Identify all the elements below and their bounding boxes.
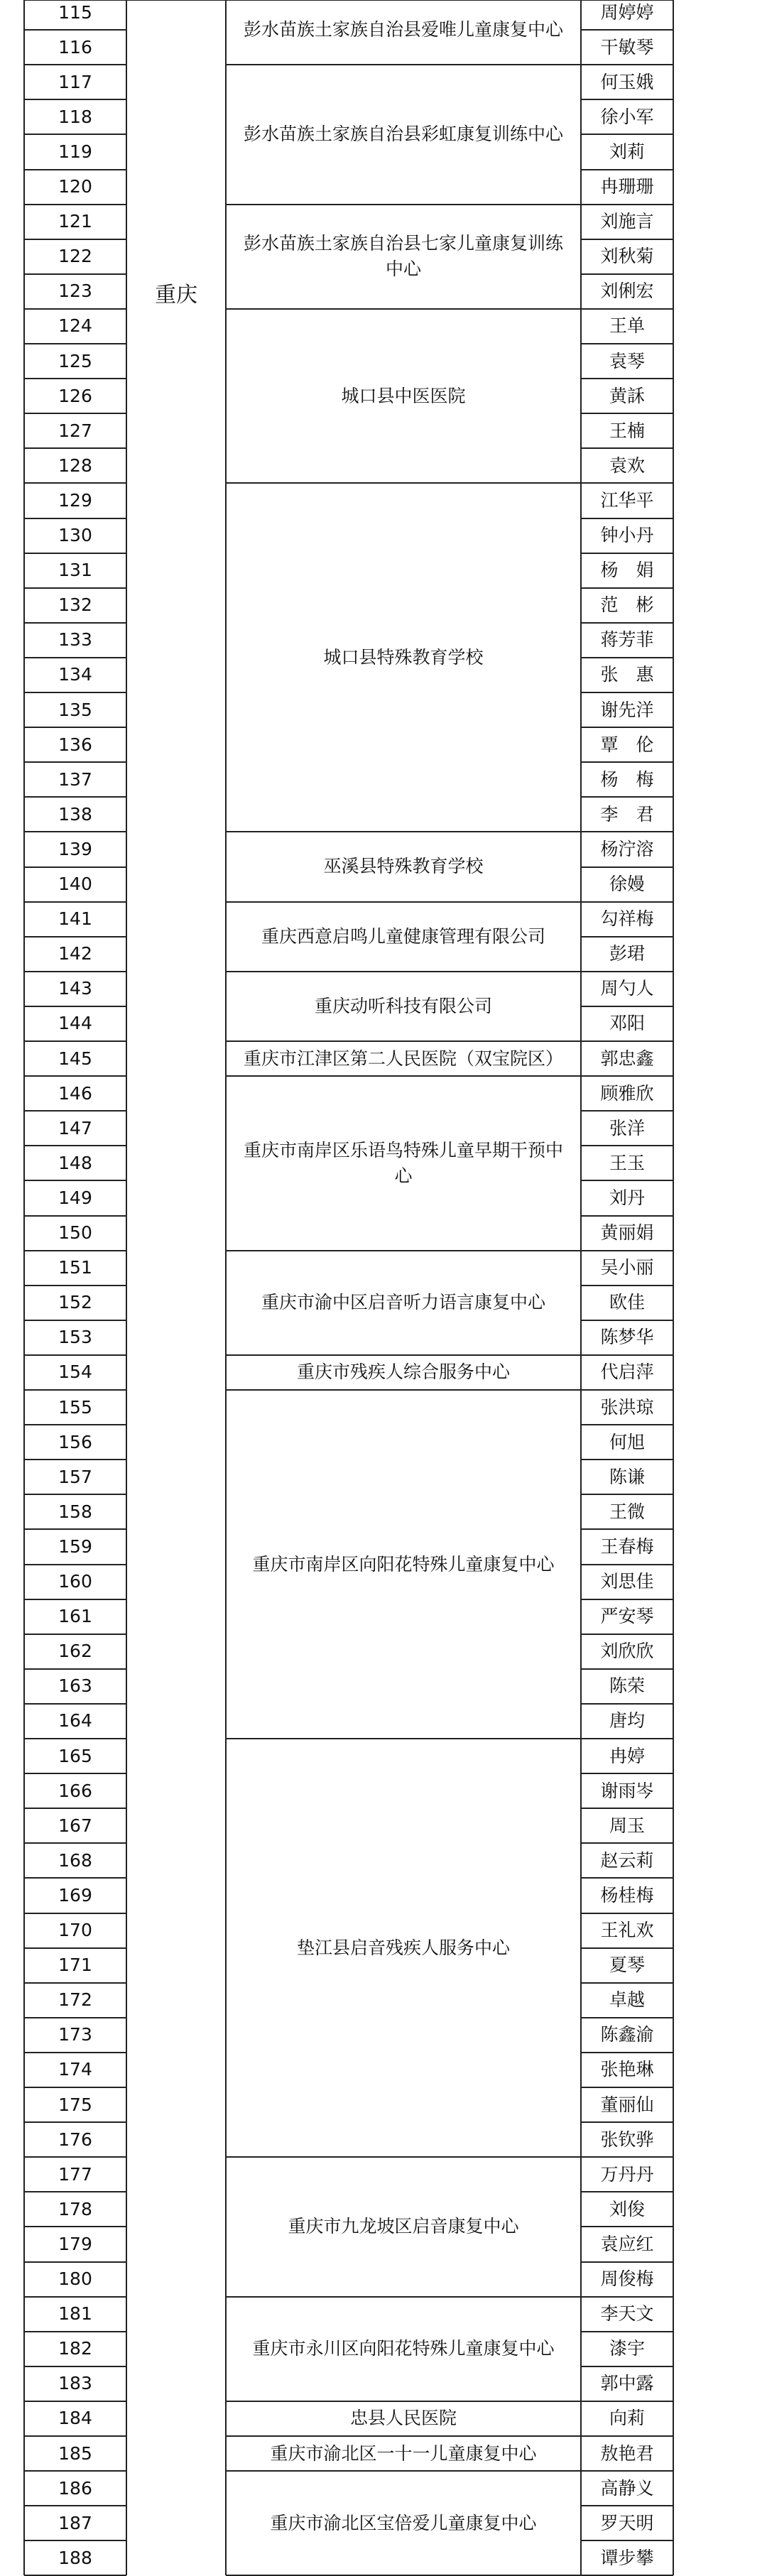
row-number: 167 [58,1815,92,1836]
person-name: 王春梅 [600,1536,654,1557]
person-name: 杨泞溶 [600,838,654,859]
row-number: 138 [58,803,92,825]
person-name: 王单 [609,315,645,337]
organization-name: 重庆市南岸区乐语鸟特殊儿童早期干预中心 [243,1139,563,1186]
person-name: 陈谦 [609,1466,645,1487]
person-name: 黄訸 [609,385,645,406]
person-name: 刘思佳 [600,1571,654,1592]
person-name: 勾祥梅 [600,908,654,930]
person-name: 欧佳 [609,1292,645,1313]
person-name: 张洪琼 [600,1396,654,1418]
person-name: 王玉 [609,1152,645,1173]
row-number: 137 [58,768,92,790]
row-number: 142 [58,943,92,964]
organization-name: 城口县特殊教育学校 [323,646,484,668]
person-name: 万丹丹 [600,2163,654,2185]
person-name: 邓阳 [609,1013,645,1034]
row-number: 133 [58,629,92,651]
row-number: 182 [58,2338,92,2359]
person-name: 钟小丹 [600,525,654,546]
row-number: 180 [58,2268,92,2290]
organization-name: 垫江县启音残疾人服务中心 [296,1937,510,1958]
person-name: 杨桂梅 [600,1884,654,1906]
organization-name: 城口县中医医院 [341,385,466,406]
row-number: 116 [58,36,92,58]
person-name: 袁琴 [609,350,645,371]
person-name: 张洋 [609,1117,645,1138]
row-number: 136 [58,734,92,755]
person-name: 漆宇 [609,2338,645,2359]
row-number: 157 [58,1466,92,1487]
person-name: 陈荣 [609,1675,645,1697]
person-name: 袁欢 [609,455,645,476]
row-number: 149 [58,1187,92,1208]
row-number: 139 [58,838,92,859]
person-name: 刘秋菊 [600,246,654,267]
row-number: 125 [58,350,92,371]
person-name: 江华平 [600,489,654,511]
person-name: 蒋芳菲 [600,629,654,651]
person-name: 高静义 [600,2477,654,2499]
row-number: 169 [58,1884,92,1906]
row-number: 159 [58,1536,92,1557]
row-number: 129 [58,489,92,511]
row-number: 119 [58,141,92,162]
row-number: 178 [58,2198,92,2219]
organization-name: 重庆市南岸区向阳花特殊儿童康复中心 [252,1553,555,1575]
organization-name: 重庆市永川区向阳花特殊儿童康复中心 [252,2338,555,2359]
person-name: 张 惠 [600,664,654,685]
person-name: 周玉 [609,1815,645,1836]
row-number: 185 [58,2442,92,2464]
person-name: 顾雅欣 [600,1082,654,1104]
person-name: 李天文 [600,2303,654,2325]
organization-name: 重庆市渝北区宝倍爱儿童康复中心 [270,2512,537,2533]
row-number: 135 [58,699,92,720]
row-number: 148 [58,1152,92,1173]
person-name: 吴小丽 [600,1257,654,1278]
person-name: 袁应红 [600,2233,654,2254]
row-number: 146 [58,1082,92,1104]
organization-name: 重庆市九龙坡区启音康复中心 [288,2216,519,2237]
person-name: 罗天明 [600,2512,654,2533]
row-number: 183 [58,2373,92,2394]
row-number: 153 [58,1327,92,1348]
person-name: 陈鑫渝 [600,2024,654,2045]
person-name: 谢先洋 [600,699,654,720]
row-number: 179 [58,2233,92,2254]
row-number: 130 [58,525,92,546]
row-number: 158 [58,1501,92,1522]
row-number: 176 [58,2129,92,2150]
person-name: 谭步攀 [600,2547,654,2568]
row-number: 132 [58,594,92,616]
row-number: 175 [58,2094,92,2115]
row-number: 163 [58,1675,92,1697]
person-name: 何玉娥 [600,71,654,92]
row-number: 170 [58,1920,92,1941]
person-name: 刘欣欣 [600,1641,654,1662]
person-name: 郭中露 [600,2373,654,2394]
row-number: 122 [58,246,92,267]
person-name: 刘施言 [600,211,654,232]
person-name: 周俊梅 [600,2268,654,2290]
row-number: 121 [58,211,92,232]
person-name: 黄丽娟 [600,1222,654,1244]
row-number: 147 [58,1117,92,1138]
row-number: 131 [58,560,92,581]
person-name: 谢雨岑 [600,1780,654,1801]
row-number: 164 [58,1710,92,1732]
person-name: 董丽仙 [600,2094,654,2115]
person-name: 王礼欢 [600,1920,654,1941]
row-number: 187 [58,2512,92,2533]
organization-name: 彭水苗族土家族自治县七家儿童康复训练中心 [243,233,563,280]
person-name: 杨 娟 [600,560,654,581]
person-name: 严安琴 [600,1606,654,1627]
person-name: 刘莉 [609,141,645,162]
person-name: 何旭 [609,1431,645,1452]
row-number: 145 [58,1048,92,1069]
row-number: 134 [58,664,92,685]
row-number: 117 [58,71,92,92]
row-number: 166 [58,1780,92,1801]
person-name: 冉婷 [609,1745,645,1766]
row-number: 168 [58,1849,92,1871]
organization-name: 重庆西意启鸣儿童健康管理有限公司 [261,925,545,947]
row-number: 174 [58,2059,92,2080]
person-name: 敖艳君 [600,2442,654,2464]
person-name: 夏琴 [609,1955,645,1976]
grid-line-horizontal [24,0,673,1]
row-number: 173 [58,2024,92,2045]
organization-name: 重庆动听科技有限公司 [314,995,492,1016]
row-number: 150 [58,1222,92,1244]
organization-name: 重庆市江津区第二人民医院（双宝院区） [243,1048,563,1069]
row-number: 143 [58,978,92,999]
person-name: 赵云莉 [600,1849,654,1871]
row-number: 141 [58,908,92,930]
row-number: 151 [58,1257,92,1278]
row-number: 155 [58,1396,92,1418]
row-number: 154 [58,1362,92,1383]
row-number: 144 [58,1013,92,1034]
organization-name: 重庆市渝北区一十一儿童康复中心 [270,2442,537,2464]
person-name: 杨 梅 [600,768,654,790]
organization-name: 巫溪县特殊教育学校 [323,856,484,877]
person-name: 徐嫚 [609,874,645,895]
organization-name: 重庆市渝中区启音听力语言康复中心 [261,1292,545,1313]
person-name: 周婷婷 [600,1,654,23]
organization-name: 重庆市残疾人综合服务中心 [296,1362,510,1383]
organization-name: 彭水苗族土家族自治县爱唯儿童康复中心 [243,19,563,40]
person-name: 覃 伦 [600,734,654,755]
row-number: 177 [58,2163,92,2185]
person-name: 李 君 [600,803,654,825]
row-number: 186 [58,2477,92,2499]
row-number: 124 [58,315,92,337]
row-number: 188 [58,2547,92,2568]
person-name: 刘俐宏 [600,281,654,302]
row-number: 160 [58,1571,92,1592]
person-name: 冉珊珊 [600,176,654,197]
row-number: 172 [58,1989,92,2011]
row-number: 126 [58,385,92,406]
row-number: 181 [58,2303,92,2325]
row-number: 156 [58,1431,92,1452]
person-name: 卓越 [609,1989,645,2011]
organization-name: 忠县人民医院 [349,2408,457,2429]
row-number: 140 [58,874,92,895]
row-number: 128 [58,455,92,476]
person-name: 周勺人 [600,978,654,999]
person-name: 唐均 [609,1710,645,1732]
row-number: 127 [58,420,92,441]
row-number: 115 [58,1,92,23]
person-name: 刘俊 [609,2198,645,2219]
person-name: 王楠 [609,420,645,441]
person-name: 王微 [609,1501,645,1522]
row-number: 161 [58,1606,92,1627]
row-number: 152 [58,1292,92,1313]
person-name: 向莉 [609,2408,645,2429]
row-number: 123 [58,281,92,302]
row-number: 118 [58,106,92,127]
row-number: 162 [58,1641,92,1662]
province-name: 重庆 [155,282,197,308]
person-name: 徐小军 [600,106,654,127]
person-name: 范 彬 [600,594,654,616]
person-name: 代启萍 [600,1362,654,1383]
person-name: 张艳琳 [600,2059,654,2080]
row-number: 171 [58,1955,92,1976]
person-name: 张钦骅 [600,2129,654,2150]
person-name: 干敏琴 [600,36,654,58]
row-number: 165 [58,1745,92,1766]
row-number: 120 [58,176,92,197]
person-name: 彭珺 [609,943,645,964]
person-name: 陈梦华 [600,1327,654,1348]
organization-name: 彭水苗族土家族自治县彩虹康复训练中心 [243,124,563,145]
person-name: 郭忠鑫 [600,1048,654,1069]
row-number: 184 [58,2408,92,2429]
person-name: 刘丹 [609,1187,645,1208]
